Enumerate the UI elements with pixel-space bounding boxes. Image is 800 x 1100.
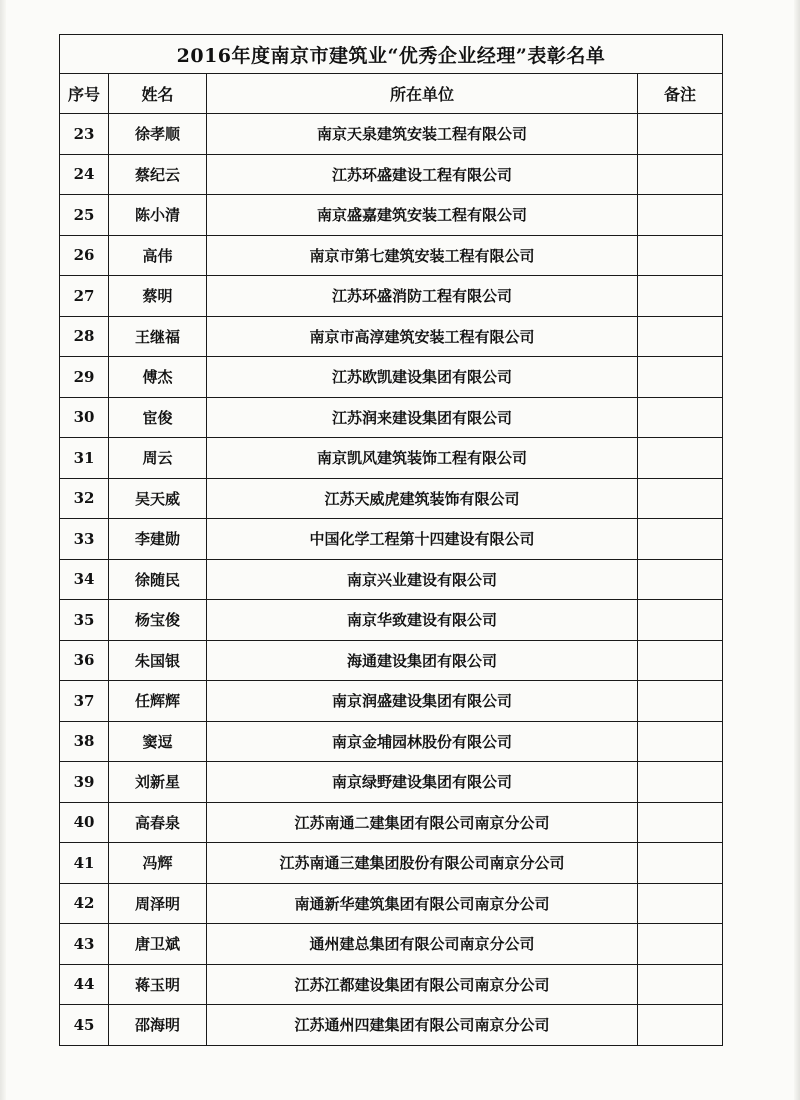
cell-number: 30 bbox=[60, 397, 109, 438]
cell-number: 38 bbox=[60, 721, 109, 762]
table-row bbox=[60, 195, 723, 236]
table-row bbox=[60, 924, 723, 965]
cell-unit: 南京市高淳建筑安装工程有限公司 bbox=[207, 316, 638, 357]
cell-name: 王继福 bbox=[109, 316, 207, 357]
table-row bbox=[60, 357, 723, 398]
table-row bbox=[60, 397, 723, 438]
cell-unit: 南京兴业建设有限公司 bbox=[207, 559, 638, 600]
cell-name: 唐卫斌 bbox=[109, 924, 207, 965]
cell-name: 任辉辉 bbox=[109, 681, 207, 722]
table-row bbox=[60, 276, 723, 317]
cell-number: 44 bbox=[60, 964, 109, 1005]
cell-number: 35 bbox=[60, 600, 109, 641]
cell-unit: 江苏环盛建设工程有限公司 bbox=[207, 154, 638, 195]
table-row bbox=[60, 762, 723, 803]
cell-name: 周泽明 bbox=[109, 883, 207, 924]
cell-unit: 南京金埔园林股份有限公司 bbox=[207, 721, 638, 762]
cell-unit: 江苏南通三建集团股份有限公司南京分公司 bbox=[207, 843, 638, 884]
cell-unit: 南京润盛建设集团有限公司 bbox=[207, 681, 638, 722]
cell-number: 43 bbox=[60, 924, 109, 965]
cell-name: 李建勋 bbox=[109, 519, 207, 560]
cell-name: 冯辉 bbox=[109, 843, 207, 884]
cell-note bbox=[638, 1005, 723, 1046]
table-row bbox=[60, 478, 723, 519]
cell-unit: 江苏南通二建集团有限公司南京分公司 bbox=[207, 802, 638, 843]
cell-note bbox=[638, 316, 723, 357]
cell-number: 40 bbox=[60, 802, 109, 843]
cell-name: 朱国银 bbox=[109, 640, 207, 681]
scan-edge-right bbox=[794, 0, 800, 1100]
cell-number: 26 bbox=[60, 235, 109, 276]
cell-number: 24 bbox=[60, 154, 109, 195]
table-row bbox=[60, 640, 723, 681]
cell-name: 吴天威 bbox=[109, 478, 207, 519]
cell-note bbox=[638, 802, 723, 843]
cell-name: 宦俊 bbox=[109, 397, 207, 438]
cell-note bbox=[638, 843, 723, 884]
cell-unit: 通州建总集团有限公司南京分公司 bbox=[207, 924, 638, 965]
cell-note bbox=[638, 681, 723, 722]
cell-unit: 江苏江都建设集团有限公司南京分公司 bbox=[207, 964, 638, 1005]
table-row bbox=[60, 883, 723, 924]
cell-note bbox=[638, 559, 723, 600]
cell-name: 杨宝俊 bbox=[109, 600, 207, 641]
cell-number: 31 bbox=[60, 438, 109, 479]
cell-name: 窦逗 bbox=[109, 721, 207, 762]
cell-unit: 中国化学工程第十四建设有限公司 bbox=[207, 519, 638, 560]
table-row bbox=[60, 316, 723, 357]
table-row bbox=[60, 438, 723, 479]
cell-number: 37 bbox=[60, 681, 109, 722]
cell-note bbox=[638, 924, 723, 965]
cell-note bbox=[638, 235, 723, 276]
cell-unit: 江苏通州四建集团有限公司南京分公司 bbox=[207, 1005, 638, 1046]
cell-unit: 南京凯风建筑装饰工程有限公司 bbox=[207, 438, 638, 479]
cell-note bbox=[638, 600, 723, 641]
cell-unit: 江苏环盛消防工程有限公司 bbox=[207, 276, 638, 317]
cell-note bbox=[638, 762, 723, 803]
table-row bbox=[60, 843, 723, 884]
cell-number: 39 bbox=[60, 762, 109, 803]
cell-note bbox=[638, 154, 723, 195]
cell-note bbox=[638, 397, 723, 438]
table-body bbox=[60, 114, 723, 1046]
cell-note bbox=[638, 114, 723, 155]
cell-note bbox=[638, 276, 723, 317]
cell-number: 27 bbox=[60, 276, 109, 317]
cell-unit: 南京盛嘉建筑安装工程有限公司 bbox=[207, 195, 638, 236]
cell-number: 28 bbox=[60, 316, 109, 357]
cell-note bbox=[638, 438, 723, 479]
cell-number: 29 bbox=[60, 357, 109, 398]
cell-number: 45 bbox=[60, 1005, 109, 1046]
cell-unit: 南京绿野建设集团有限公司 bbox=[207, 762, 638, 803]
cell-unit: 江苏欧凯建设集团有限公司 bbox=[207, 357, 638, 398]
table-row bbox=[60, 721, 723, 762]
document-title: 2016年度南京市建筑业“优秀企业经理”表彰名单 bbox=[60, 35, 723, 74]
cell-name: 蒋玉明 bbox=[109, 964, 207, 1005]
table-row bbox=[60, 154, 723, 195]
cell-name: 徐孝顺 bbox=[109, 114, 207, 155]
header-number: 序号 bbox=[60, 74, 109, 114]
header-name: 姓名 bbox=[109, 74, 207, 114]
award-list-table bbox=[59, 34, 723, 1046]
cell-unit: 南京华致建设有限公司 bbox=[207, 600, 638, 641]
cell-unit: 南京市第七建筑安装工程有限公司 bbox=[207, 235, 638, 276]
cell-unit: 海通建设集团有限公司 bbox=[207, 640, 638, 681]
table-row bbox=[60, 114, 723, 155]
cell-note bbox=[638, 640, 723, 681]
cell-note bbox=[638, 357, 723, 398]
cell-note bbox=[638, 519, 723, 560]
cell-number: 32 bbox=[60, 478, 109, 519]
cell-name: 蔡明 bbox=[109, 276, 207, 317]
cell-number: 23 bbox=[60, 114, 109, 155]
cell-note bbox=[638, 883, 723, 924]
table-title-row bbox=[60, 35, 723, 74]
cell-name: 邵海明 bbox=[109, 1005, 207, 1046]
cell-number: 41 bbox=[60, 843, 109, 884]
cell-number: 34 bbox=[60, 559, 109, 600]
cell-note bbox=[638, 964, 723, 1005]
header-note: 备注 bbox=[638, 74, 723, 114]
cell-name: 高春泉 bbox=[109, 802, 207, 843]
scan-edge-left bbox=[0, 0, 6, 1100]
cell-number: 36 bbox=[60, 640, 109, 681]
cell-number: 33 bbox=[60, 519, 109, 560]
cell-number: 42 bbox=[60, 883, 109, 924]
table-row bbox=[60, 559, 723, 600]
table-row bbox=[60, 681, 723, 722]
table-row bbox=[60, 235, 723, 276]
table-row bbox=[60, 964, 723, 1005]
cell-name: 高伟 bbox=[109, 235, 207, 276]
cell-name: 刘新星 bbox=[109, 762, 207, 803]
table-row bbox=[60, 519, 723, 560]
cell-unit: 江苏润来建设集团有限公司 bbox=[207, 397, 638, 438]
cell-name: 傅杰 bbox=[109, 357, 207, 398]
table-row bbox=[60, 1005, 723, 1046]
table-row bbox=[60, 600, 723, 641]
table-header-row bbox=[60, 74, 723, 114]
cell-unit: 南通新华建筑集团有限公司南京分公司 bbox=[207, 883, 638, 924]
cell-name: 周云 bbox=[109, 438, 207, 479]
header-unit: 所在单位 bbox=[207, 74, 638, 114]
cell-note bbox=[638, 478, 723, 519]
cell-name: 陈小清 bbox=[109, 195, 207, 236]
table-row bbox=[60, 802, 723, 843]
cell-number: 25 bbox=[60, 195, 109, 236]
cell-unit: 南京天泉建筑安装工程有限公司 bbox=[207, 114, 638, 155]
cell-note bbox=[638, 721, 723, 762]
cell-name: 徐随民 bbox=[109, 559, 207, 600]
cell-unit: 江苏天威虎建筑装饰有限公司 bbox=[207, 478, 638, 519]
cell-name: 蔡纪云 bbox=[109, 154, 207, 195]
cell-note bbox=[638, 195, 723, 236]
